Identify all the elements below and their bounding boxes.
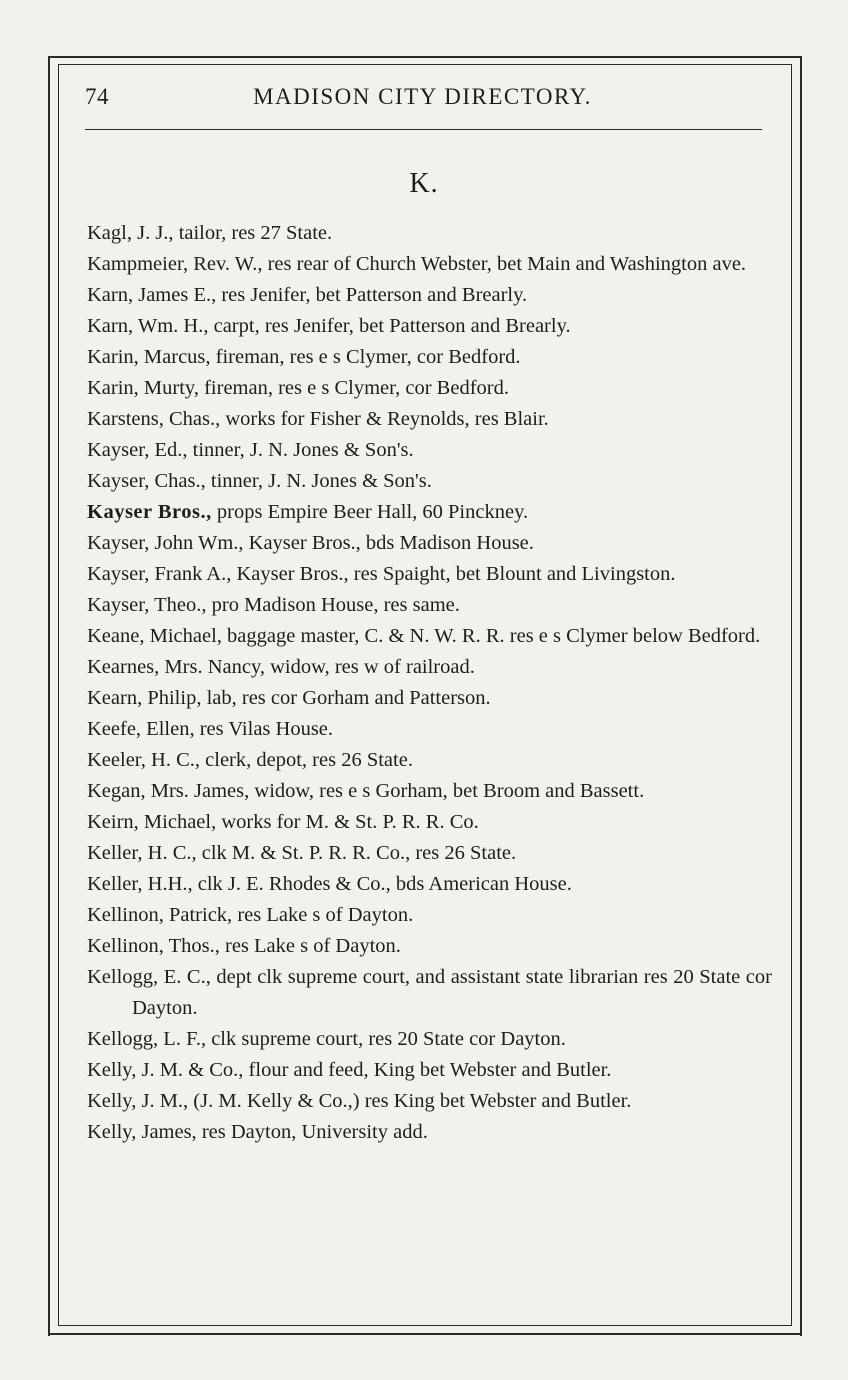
entry-name: Kellinon, Patrick, <box>87 904 233 926</box>
entry-details: clk J. E. Rhodes & Co., bds American House. <box>192 873 572 895</box>
directory-entry <box>87 373 772 404</box>
directory-entry <box>87 745 772 776</box>
entry-name: Keller, H.H., <box>87 873 193 895</box>
entry-details: fireman, res e s Clymer, cor Bedford. <box>210 346 521 368</box>
frame-border-left-inner <box>58 64 59 1326</box>
directory-entry <box>87 962 772 1024</box>
entry-details: clerk, depot, res 26 State. <box>200 749 413 771</box>
entry-details: Kayser Bros., res Spaight, bet Blount and Livingston. <box>231 563 676 585</box>
directory-entry <box>87 900 772 931</box>
entry-details: res rear of Church Webster, bet Main and Washington ave. <box>262 253 747 275</box>
directory-entry <box>87 838 772 869</box>
header-rule <box>85 129 762 130</box>
directory-entry <box>87 528 772 559</box>
directory-entry-list <box>87 218 772 1148</box>
directory-entry <box>87 807 772 838</box>
directory-entry <box>87 683 772 714</box>
directory-entry <box>87 559 772 590</box>
entry-name: Karin, Marcus, <box>87 346 211 368</box>
entry-details: (J. M. Kelly & Co.,) res King bet Webster and Butler. <box>188 1090 632 1112</box>
directory-entry <box>87 1117 772 1148</box>
entry-name: Kagl, J. J., <box>87 222 174 244</box>
running-head: MADISON CITY DIRECTORY. <box>253 84 592 109</box>
entry-details: clk M. & St. P. R. R. Co., res 26 State. <box>196 842 517 864</box>
directory-entry <box>87 218 772 249</box>
entry-details: clk supreme court, res 20 State cor Dayton. <box>206 1028 566 1050</box>
entry-name: Kayser, Ed., <box>87 439 188 461</box>
entry-details: baggage master, C. & N. W. R. R. res e s Clymer below Bedford. <box>221 625 761 647</box>
frame-border-bottom-inner <box>58 1325 792 1326</box>
entry-name: Keeler, H. C., <box>87 749 201 771</box>
entry-name: Kearnes, Mrs. Nancy, <box>87 656 265 678</box>
entry-name: Keller, H. C., <box>87 842 197 864</box>
entry-details: res Jenifer, bet Patterson and Brearly. <box>216 284 528 306</box>
directory-entry <box>87 1024 772 1055</box>
entry-name: Karn, James E., <box>87 284 217 306</box>
frame-border-bottom-outer <box>48 1333 802 1335</box>
entry-details: tailor, res 27 State. <box>173 222 333 244</box>
entry-details: works for M. & St. P. R. R. Co. <box>216 811 479 833</box>
directory-entry <box>87 466 772 497</box>
entry-name: Keefe, Ellen, <box>87 718 195 740</box>
frame-border-left-outer <box>48 56 50 1336</box>
entry-details: lab, res cor Gorham and Patterson. <box>201 687 491 709</box>
entry-name: Kellogg, E. C., <box>87 966 211 988</box>
entry-name: Keirn, Michael, <box>87 811 217 833</box>
entry-details: fireman, res e s Clymer, cor Bedford. <box>198 377 509 399</box>
frame-border-top-inner <box>58 64 792 65</box>
directory-entry <box>87 342 772 373</box>
entry-name: Kayser, John Wm., <box>87 532 244 554</box>
directory-entry <box>87 280 772 311</box>
entry-name: Karstens, Chas., <box>87 408 221 430</box>
entry-name: Kampmeier, Rev. W., <box>87 253 263 275</box>
entry-details: flour and feed, King bet Webster and Butler. <box>243 1059 612 1081</box>
entry-details: res Vilas House. <box>194 718 334 740</box>
entry-details: Kayser Bros., bds Madison House. <box>243 532 534 554</box>
directory-entry <box>87 869 772 900</box>
directory-entry <box>87 652 772 683</box>
entry-details: res Lake s of Dayton. <box>219 935 401 957</box>
entry-name: Kearn, Philip, <box>87 687 202 709</box>
page-header <box>85 84 760 114</box>
directory-entry <box>87 714 772 745</box>
entry-name: Kayser, Theo., <box>87 594 207 616</box>
entry-name: Kellogg, L. F., <box>87 1028 207 1050</box>
entry-name: Kelly, James, <box>87 1121 197 1143</box>
entry-name: Kayser Bros., <box>87 501 212 523</box>
entry-name: Kegan, Mrs. James, <box>87 780 250 802</box>
section-heading: K. <box>409 168 439 199</box>
directory-entry <box>87 1055 772 1086</box>
frame-border-top-outer <box>48 56 802 58</box>
entry-details: widow, res e s Gorham, bet Broom and Bassett. <box>249 780 645 802</box>
entry-name: Karin, Murty, <box>87 377 199 399</box>
directory-entry <box>87 590 772 621</box>
entry-name: Kelly, J. M. & Co., <box>87 1059 244 1081</box>
directory-entry <box>87 931 772 962</box>
entry-details: res Dayton, University add. <box>196 1121 428 1143</box>
entry-name: Kayser, Frank A., <box>87 563 232 585</box>
entry-name: Karn, Wm. H., <box>87 315 209 337</box>
directory-entry <box>87 776 772 807</box>
directory-entry <box>87 311 772 342</box>
directory-entry <box>87 249 772 280</box>
entry-name: Kelly, J. M., <box>87 1090 189 1112</box>
directory-entry <box>87 621 772 652</box>
entry-name: Kellinon, Thos., <box>87 935 220 957</box>
entry-details: works for Fisher & Reynolds, res Blair. <box>220 408 549 430</box>
entry-details: widow, res w of railroad. <box>264 656 475 678</box>
directory-entry <box>87 435 772 466</box>
entry-details: pro Madison House, res same. <box>206 594 460 616</box>
entry-details: res Lake s of Dayton. <box>232 904 414 926</box>
entry-details: dept clk supreme court, and assistant state librarian res 20 State cor Dayton. <box>132 966 772 1019</box>
entry-name: Kayser, Chas., <box>87 470 206 492</box>
entry-details: tinner, J. N. Jones & Son's. <box>187 439 414 461</box>
directory-entry <box>87 404 772 435</box>
frame-border-right-outer <box>800 56 802 1336</box>
directory-entry <box>87 497 772 528</box>
frame-border-right-inner <box>791 64 792 1326</box>
directory-entry <box>87 1086 772 1117</box>
entry-details: carpt, res Jenifer, bet Patterson and Brearly. <box>208 315 571 337</box>
entry-details: props Empire Beer Hall, 60 Pinckney. <box>211 501 529 523</box>
entry-details: tinner, J. N. Jones & Son's. <box>205 470 432 492</box>
page-number: 74 <box>85 84 109 109</box>
entry-name: Keane, Michael, <box>87 625 222 647</box>
